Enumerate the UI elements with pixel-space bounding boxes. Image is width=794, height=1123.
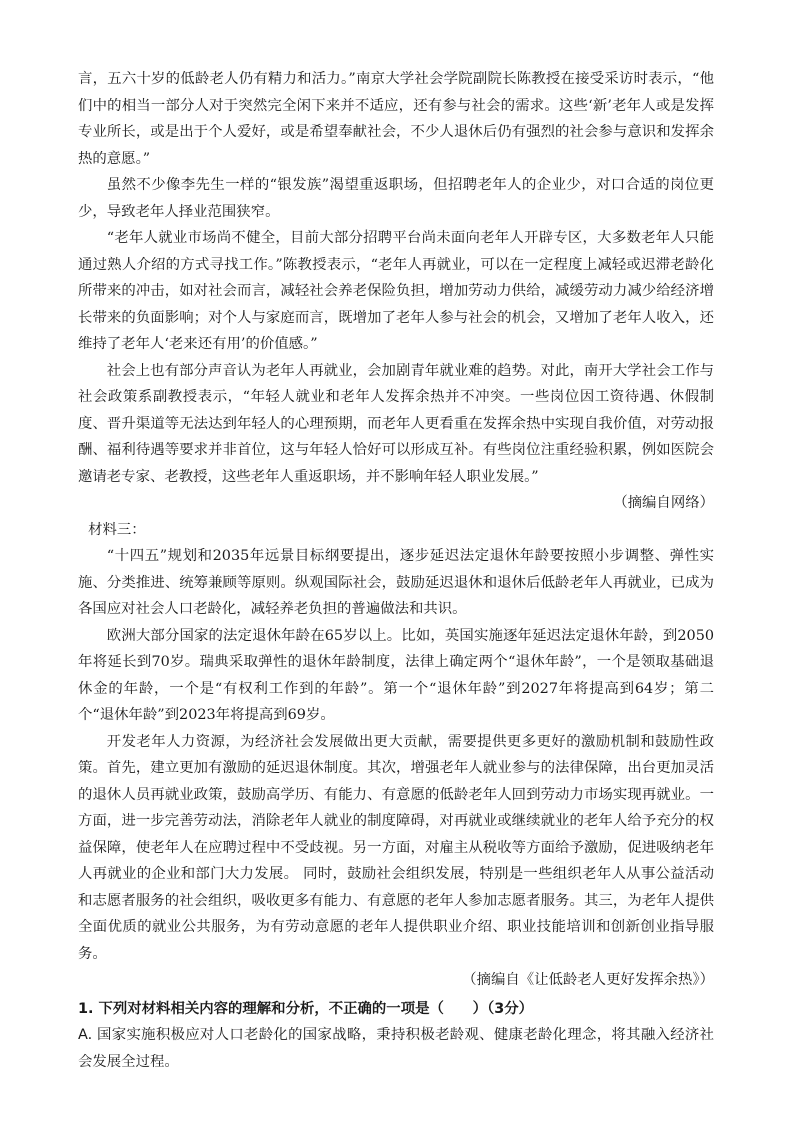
- question-one: [78, 996, 714, 1076]
- material-two-section: [78, 66, 714, 517]
- material-three-section: [78, 517, 714, 994]
- paragraph: “老年人就业市场尚不健全，目前大部分招聘平台尚未面向老年人开辟专区，大多数老年人只能通过熟人介绍的方式寻找工作。”陈教授表示，“老年人再就业，可以在一定程度上减轻或迟滞老龄化所带来的冲击，如对社会而言，减轻社会养老保险负担，增加劳动力供给，减缓劳动力减少给经济增长带来的负面影响；对个人与家庭而言，既增加了老年人参与社会的机会，又增加了老年人收入，还维持了老年人‘老来还有用’的价值感。”: [78, 230, 714, 352]
- question-stem: 1. 下列对材料相关内容的理解和分析，不正确的一项是（ ）（3分）: [78, 1000, 534, 1017]
- paragraph: 开发老年人力资源，为经济社会发展做出更大贡献，需要提供更多更好的激励机制和鼓励性政策。首先，建立更加有激励的延迟退休制度。其次，增强老年人就业参与的法律保障，出台更加灵活的退休人员再就业政策，鼓励高学历、有能力、有意愿的低龄老年人回到劳动力市场实现再就业。一方面，进一步完善劳动法，消除老年人就业的制度障碍，对再就业或继续就业的老年人给予充分的权益保障，使老年人在应聘过程中不受歧视。另一方面，对雇主从税收等方面给予激励，促进吸纳老年人再就业的企业和部门大力发展。 同时，鼓励社会组织发展，特别是一些组织老年人从事公益活动和志愿者服务的社会组织，吸收更多有能力、有意愿的老年人参加志愿者服务。其三，为老年人提供全面优质的就业公共服务，为有劳动意愿的老年人提供职业介绍、职业技能培训和创新创业指导服务。: [78, 733, 714, 962]
- option-a: A. 国家实施积极应对人口老龄化的国家战略，秉持积极老龄观、健康老龄化理念，将其融入经济社会发展全过程。: [78, 1027, 714, 1070]
- source-citation: （摘编自网络）: [613, 495, 714, 511]
- source-citation: （摘编自《让低龄老人更好发挥余热》）: [462, 972, 714, 988]
- paragraph: 社会上也有部分声音认为老年人再就业，会加剧青年就业难的趋势。对此，南开大学社会工作与社会政策系副教授表示，“年轻人就业和老年人发挥余热并不冲突。一些岗位因工资待遇、休假制度、晋升渠道等无法达到年轻人的心理预期，而老年人更看重在发挥余热中实现自我价值，对劳动报酬、福利待遇等要求并非首位，这与年轻人恰好可以形成互补。有些岗位注重经验积累，例如医院会邀请老专家、老教授，这些老年人重返职场，并不影响年轻人职业发展。”: [78, 362, 714, 485]
- paragraph: 虽然不少像李先生一样的“银发族”渴望重返职场，但招聘老年人的企业少，对口合适的岗位更少，导致老年人择业范围狭窄。: [78, 177, 714, 220]
- paragraph: 欧洲大部分国家的法定退休年龄在65岁以上。比如，英国实施逐年延迟法定退休年龄，到2050年将延长到70岁。瑞典采取弹性的退休年龄制度，法律上确定两个“退休年龄”，一个是领取基础退休金的年龄，一个是“有权利工作到的年龄”。第一个“退休年龄”到2027年将提高到64岁；第二个“退休年龄”到2023年将提高到69岁。: [78, 627, 714, 723]
- paragraph: 言，五六十岁的低龄老人仍有精力和活力。”南京大学社会学院副院长陈教授在接受采访时表示，“他们中的相当一部分人对于突然完全闲下来并不适应，还有参与社会的需求。这些‘新’老年人或是发挥专业所长，或是出于个人爱好，或是希望奉献社会，不少人退休后仍有强烈的社会参与意识和发挥余热的意愿。”: [78, 71, 714, 167]
- paragraph: “十四五”规划和2035年远景目标纲要提出，逐步延迟法定退休年龄要按照小步调整、弹性实施、分类推进、统筹兼顾等原则。纵观国际社会，鼓励延迟退休和退休后低龄老年人再就业，已成为各国应对社会人口老龄化，减轻养老负担的普遍做法和共识。: [78, 548, 714, 617]
- section-label: 材料三：: [88, 521, 146, 538]
